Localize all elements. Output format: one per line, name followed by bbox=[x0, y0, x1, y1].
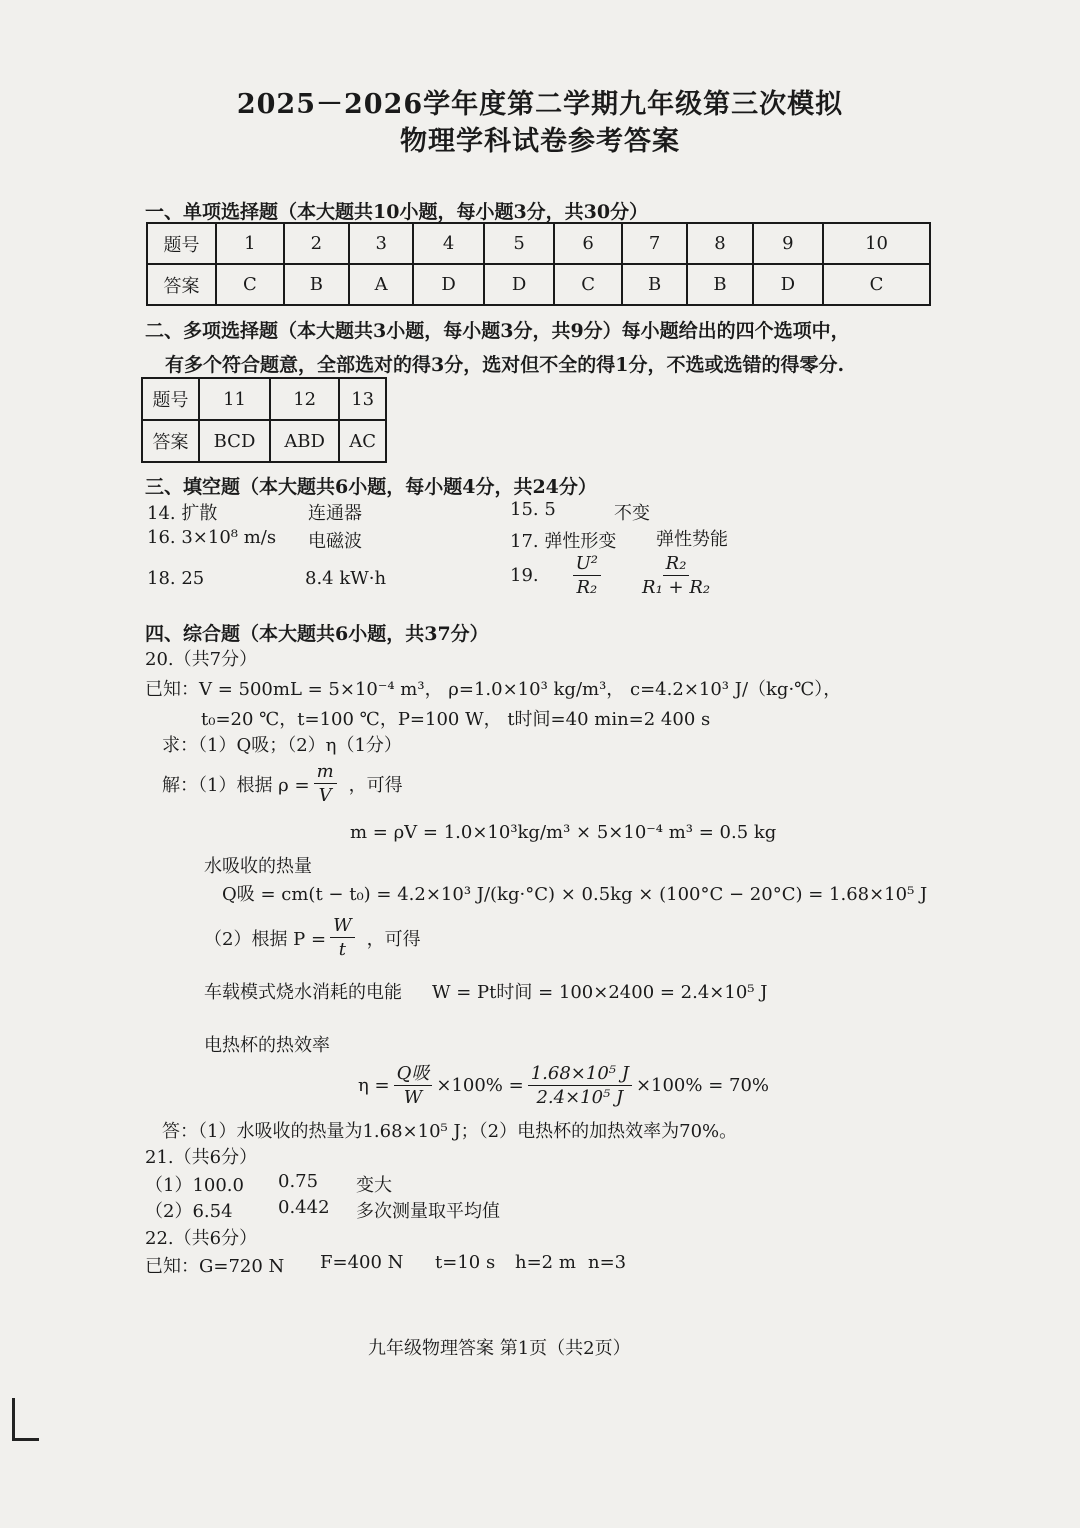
page-footer: 九年级物理答案 第1页（共2页） bbox=[368, 1338, 631, 1359]
q20-known-2: t₀=20 ℃，t=100 ℃，P=100 W， t时间=40 min=2 400 s bbox=[201, 709, 711, 730]
solution-text: ，可得 bbox=[366, 928, 421, 950]
equation-efficiency bbox=[358, 1062, 769, 1110]
question-number: 13 bbox=[339, 378, 386, 420]
heat-label: 水吸收的热量 bbox=[204, 856, 312, 877]
crop-corner-mark bbox=[12, 1398, 39, 1441]
q20-known-1: 已知：V = 500mL = 5×10⁻⁴ m³， ρ=1.0×10³ kg/m³， c=4.2×10³ J/（kg·℃）， bbox=[145, 679, 842, 700]
eta-result: ×100% = 70% bbox=[635, 1075, 770, 1097]
fraction-denominator: R₁ + R₂ bbox=[642, 577, 711, 599]
eta-middle: ×100% = bbox=[436, 1075, 524, 1097]
fraction-numerator: 1.68×10⁵ J bbox=[528, 1062, 632, 1086]
answer-cell: ABD bbox=[270, 420, 339, 462]
q21-answer-2b: 0.442 bbox=[278, 1197, 330, 1218]
row-label: 答案 bbox=[147, 264, 216, 305]
q21-answer-2a: （2）6.54 bbox=[145, 1201, 233, 1222]
q20-title: 20.（共7分） bbox=[145, 649, 258, 670]
question-number: 10 bbox=[823, 223, 930, 264]
answer-15b: 不变 bbox=[614, 503, 650, 524]
answer-17b: 弹性势能 bbox=[656, 529, 728, 550]
question-number: 6 bbox=[554, 223, 622, 264]
equation-energy: W = Pt时间 = 100×2400 = 2.4×10⁵ J bbox=[432, 982, 768, 1003]
answer-19-fraction-2 bbox=[639, 552, 713, 600]
eta-symbol: η = bbox=[358, 1075, 390, 1097]
q22-height: h=2 m bbox=[515, 1252, 576, 1273]
q21-answer-2c: 多次测量取平均值 bbox=[356, 1201, 500, 1222]
energy-label: 车载模式烧水消耗的电能 bbox=[204, 982, 402, 1003]
fraction-denominator: 2.4×10⁵ J bbox=[536, 1087, 624, 1109]
q20-solution-1 bbox=[162, 760, 403, 808]
fraction-numerator: Q吸 bbox=[394, 1062, 433, 1086]
density-fraction bbox=[314, 760, 337, 808]
q22-title: 22.（共6分） bbox=[145, 1228, 258, 1249]
q20-answer: 答：（1）水吸收的热量为1.68×10⁵ J；（2）电热杯的加热效率为70%。 bbox=[162, 1121, 738, 1142]
question-number: 4 bbox=[413, 223, 483, 264]
fraction-numerator: W bbox=[330, 914, 355, 938]
section2-heading-cont: 有多个符合题意，全部选对的得3分，选对但不全的得1分，不选或选错的得零分. bbox=[165, 354, 845, 376]
q20-solution-2 bbox=[204, 914, 421, 962]
answer-cell: C bbox=[823, 264, 930, 305]
question-number: 9 bbox=[753, 223, 823, 264]
answer-16: 16. 3×10⁸ m/s bbox=[147, 527, 277, 548]
efficiency-fraction-2 bbox=[528, 1062, 632, 1110]
answer-19-label: 19. bbox=[510, 565, 539, 587]
q21-answer-1c: 变大 bbox=[356, 1175, 392, 1196]
q22-known: 已知：G=720 N bbox=[145, 1256, 285, 1277]
answer-cell: D bbox=[484, 264, 554, 305]
question-number: 11 bbox=[199, 378, 270, 420]
section2-heading: 二、多项选择题（本大题共3小题，每小题3分，共9分）每小题给出的四个选项中， bbox=[145, 320, 850, 342]
question-number: 5 bbox=[484, 223, 554, 264]
answer-cell: C bbox=[216, 264, 284, 305]
table-row bbox=[147, 264, 930, 305]
multi-choice-table bbox=[141, 377, 387, 463]
question-number: 1 bbox=[216, 223, 284, 264]
page-title-line2: 物理学科试卷参考答案 bbox=[400, 126, 680, 157]
efficiency-fraction-1 bbox=[394, 1062, 433, 1110]
section1-heading: 一、单项选择题（本大题共10小题，每小题3分，共30分） bbox=[145, 201, 649, 223]
q20-ask: 求：（1）Q吸；（2）η（1分） bbox=[162, 735, 402, 756]
fraction-numerator: R₂ bbox=[663, 552, 690, 576]
fraction-denominator: V bbox=[318, 785, 332, 807]
section4-heading: 四、综合题（本大题共6小题，共37分） bbox=[145, 623, 489, 645]
table-row bbox=[147, 223, 930, 264]
q22-strands: n=3 bbox=[588, 1252, 627, 1273]
equation-mass: m = ρV = 1.0×10³kg/m³ × 5×10⁻⁴ m³ = 0.5 kg bbox=[350, 822, 777, 843]
solution-text: （2）根据 P = bbox=[204, 928, 327, 950]
answer-15: 15. 5 bbox=[510, 499, 556, 520]
q22-force: F=400 N bbox=[320, 1252, 404, 1273]
question-number: 8 bbox=[687, 223, 752, 264]
answer-14: 14. 扩散 bbox=[147, 503, 218, 524]
row-label: 题号 bbox=[147, 223, 216, 264]
answer-17: 17. 弹性形变 bbox=[510, 531, 617, 552]
table-row bbox=[142, 420, 386, 462]
fraction-numerator: U² bbox=[573, 552, 601, 576]
fraction-denominator: t bbox=[338, 939, 346, 961]
answer-cell: B bbox=[284, 264, 349, 305]
answer-cell: C bbox=[554, 264, 622, 305]
answer-cell: BCD bbox=[199, 420, 270, 462]
answer-18: 18. 25 bbox=[147, 568, 205, 589]
solution-text: ，可得 bbox=[348, 774, 403, 796]
q21-title: 21.（共6分） bbox=[145, 1147, 258, 1168]
fraction-denominator: R₂ bbox=[576, 577, 598, 599]
q22-time: t=10 s bbox=[435, 1252, 496, 1273]
row-label: 答案 bbox=[142, 420, 199, 462]
q21-answer-1a: （1）100.0 bbox=[145, 1175, 244, 1196]
row-label: 题号 bbox=[142, 378, 199, 420]
answer-cell: B bbox=[622, 264, 687, 305]
efficiency-label: 电热杯的热效率 bbox=[204, 1035, 330, 1056]
power-fraction bbox=[330, 914, 355, 962]
table-row bbox=[142, 378, 386, 420]
answer-cell: D bbox=[753, 264, 823, 305]
answer-cell: AC bbox=[339, 420, 386, 462]
fraction-numerator: m bbox=[314, 760, 337, 784]
single-choice-table bbox=[146, 222, 931, 306]
solution-text: 解：（1）根据 ρ = bbox=[162, 774, 310, 796]
question-number: 7 bbox=[622, 223, 687, 264]
answer-14b: 连通器 bbox=[308, 503, 362, 524]
question-number: 3 bbox=[349, 223, 413, 264]
answer-19 bbox=[510, 552, 717, 600]
question-number: 12 bbox=[270, 378, 339, 420]
bleed-through-mark bbox=[640, 600, 940, 640]
answer-16b: 电磁波 bbox=[308, 531, 362, 552]
page-title-line1: 2025－2026学年度第二学期九年级第三次模拟 bbox=[236, 89, 844, 120]
answer-cell: B bbox=[687, 264, 752, 305]
answer-cell: D bbox=[413, 264, 483, 305]
answer-19-fraction-1 bbox=[573, 552, 601, 600]
question-number: 2 bbox=[284, 223, 349, 264]
fraction-denominator: W bbox=[403, 1087, 423, 1109]
q21-answer-1b: 0.75 bbox=[278, 1171, 319, 1192]
section3-heading: 三、填空题（本大题共6小题，每小题4分，共24分） bbox=[145, 476, 597, 498]
answer-18b: 8.4 kW·h bbox=[305, 568, 387, 589]
equation-heat: Q吸 = cm(t − t₀) = 4.2×10³ J/(kg·°C) × 0.5kg × (100°C − 20°C) = 1.68×10⁵ J bbox=[222, 884, 928, 905]
answer-cell: A bbox=[349, 264, 413, 305]
